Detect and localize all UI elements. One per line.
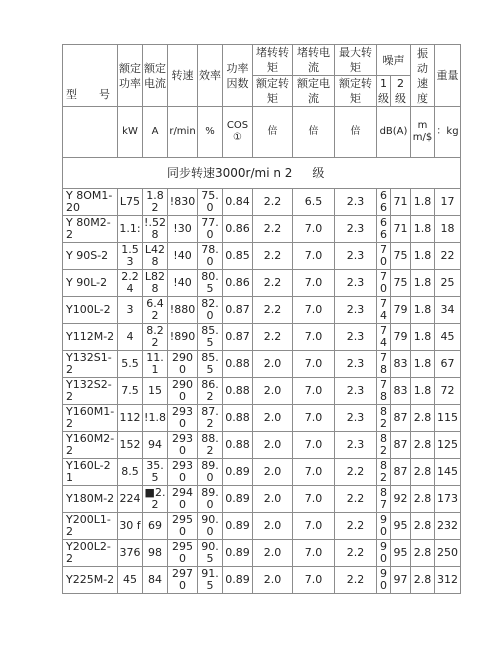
cell-max-torque: 2.2 <box>335 486 377 513</box>
cell-power-factor: 0.85 <box>223 243 253 270</box>
cell-current: 11.1 <box>143 351 168 378</box>
cell-speed: 2940 <box>168 486 198 513</box>
cell-weight: 312 <box>435 567 461 594</box>
cell-power: 112 <box>118 405 143 432</box>
cell-locked-current: 7.0 <box>293 513 335 540</box>
unit-efficiency: % <box>198 107 223 158</box>
cell-efficiency: 77.0 <box>198 216 223 243</box>
cell-locked-torque: 2.0 <box>253 459 293 486</box>
cell-noise-grade-2: 95 <box>391 540 411 567</box>
cell-locked-current: 7.0 <box>293 567 335 594</box>
cell-noise-grade-1: 78 <box>377 378 391 405</box>
cell-weight: 17 <box>435 189 461 216</box>
cell-model: Y132S2-2 <box>63 378 118 405</box>
cell-weight: 173 <box>435 486 461 513</box>
cell-power-factor: 0.87 <box>223 297 253 324</box>
cell-max-torque: 2.3 <box>335 189 377 216</box>
header-noise-grade-1: 1级 <box>378 77 389 105</box>
header-model: 型 号 <box>63 45 118 107</box>
cell-power: 376 <box>118 540 143 567</box>
cell-model: Y112M-2 <box>63 324 118 351</box>
cell-current: L828 <box>143 270 168 297</box>
cell-power: 30 f <box>118 513 143 540</box>
table-row <box>63 324 461 351</box>
cell-weight: 67 <box>435 351 461 378</box>
cell-current: !1.8 <box>143 405 168 432</box>
header-noise: 噪声 <box>377 45 411 76</box>
cell-power-factor: 0.89 <box>223 459 253 486</box>
cell-model: Y160L-21 <box>63 459 118 486</box>
cell-model: Y200L1-2 <box>63 513 118 540</box>
cell-speed: 2900 <box>168 351 198 378</box>
cell-efficiency: 91.5 <box>198 567 223 594</box>
cell-max-torque: 2.2 <box>335 513 377 540</box>
cell-locked-torque: 2.2 <box>253 270 293 297</box>
cell-locked-torque: 2.0 <box>253 540 293 567</box>
speed-band <box>63 158 461 189</box>
cell-noise-grade-1: 82 <box>377 459 391 486</box>
cell-speed: 2930 <box>168 432 198 459</box>
cell-locked-current: 7.0 <box>293 243 335 270</box>
cell-vibration: 1.8 <box>411 351 435 378</box>
cell-noise-grade-2: 75 <box>391 243 411 270</box>
cell-max-torque: 2.3 <box>335 351 377 378</box>
cell-power-factor: 0.84 <box>223 189 253 216</box>
cell-locked-torque: 2.2 <box>253 243 293 270</box>
cell-max-torque: 2.3 <box>335 270 377 297</box>
cell-power-factor: 0.88 <box>223 351 253 378</box>
cell-weight: 72 <box>435 378 461 405</box>
cell-weight: 22 <box>435 243 461 270</box>
table-row <box>63 243 461 270</box>
cell-weight: 232 <box>435 513 461 540</box>
cell-current: L428 <box>143 243 168 270</box>
cell-locked-current: 7.0 <box>293 378 335 405</box>
cell-power-factor: 0.89 <box>223 540 253 567</box>
cell-power: 152 <box>118 432 143 459</box>
cell-power: 45 <box>118 567 143 594</box>
cell-model: Y 8OM1-20 <box>63 189 118 216</box>
cell-weight: 115 <box>435 405 461 432</box>
cell-power-factor: 0.88 <box>223 405 253 432</box>
cell-speed: !40 <box>168 270 198 297</box>
cell-power: L75 <box>118 189 143 216</box>
header-speed: 转速 <box>168 45 198 107</box>
table-row <box>63 405 461 432</box>
cell-noise-grade-2: 71 <box>391 216 411 243</box>
header-locked-torque: 堵转转矩 <box>253 45 293 76</box>
cell-max-torque: 2.3 <box>335 378 377 405</box>
cell-vibration: 2.8 <box>411 486 435 513</box>
header-row-top <box>63 45 461 76</box>
cell-locked-current: 7.0 <box>293 270 335 297</box>
header-locked-current-ratio: 额定电流 <box>293 76 335 107</box>
cell-efficiency: 90.5 <box>198 540 223 567</box>
cell-vibration: 1.8 <box>411 216 435 243</box>
cell-noise-grade-1: 87 <box>377 486 391 513</box>
cell-noise-grade-2: 97 <box>391 567 411 594</box>
cell-model: Y160M2-2 <box>63 432 118 459</box>
unit-current-ratio: 倍 <box>293 107 335 158</box>
header-noise-grade-2: 2级 <box>391 76 411 107</box>
cell-power-factor: 0.88 <box>223 378 253 405</box>
cell-power-factor: 0.89 <box>223 567 253 594</box>
table-row <box>63 486 461 513</box>
cell-max-torque: 2.3 <box>335 297 377 324</box>
cell-noise-grade-1: 82 <box>377 432 391 459</box>
cell-locked-current: 7.0 <box>293 459 335 486</box>
cell-power: 3 <box>118 297 143 324</box>
cell-locked-torque: 2.2 <box>253 189 293 216</box>
cell-max-torque: 2.2 <box>335 540 377 567</box>
cell-locked-torque: 2.0 <box>253 378 293 405</box>
cell-current: ■2.2 <box>143 486 168 513</box>
table-row <box>63 459 461 486</box>
table-row <box>63 513 461 540</box>
cell-weight: 34 <box>435 297 461 324</box>
cell-noise-grade-2: 87 <box>391 459 411 486</box>
cell-efficiency: 82.0 <box>198 297 223 324</box>
unit-current: A <box>143 107 168 158</box>
cell-locked-current: 7.0 <box>293 297 335 324</box>
motor-spec-table <box>62 44 461 594</box>
cell-vibration: 2.8 <box>411 459 435 486</box>
cell-vibration: 2.8 <box>411 405 435 432</box>
cell-speed: !890 <box>168 324 198 351</box>
table-row <box>63 189 461 216</box>
cell-noise-grade-2: 87 <box>391 432 411 459</box>
unit-vibration: mm/$ <box>411 107 435 158</box>
cell-speed: !40 <box>168 243 198 270</box>
cell-max-torque: 2.3 <box>335 432 377 459</box>
cell-noise-grade-1: 70 <box>377 243 391 270</box>
cell-efficiency: 85.5 <box>198 324 223 351</box>
motor-spec-sheet <box>62 44 461 594</box>
cell-vibration: 2.8 <box>411 567 435 594</box>
cell-noise-grade-1: 82 <box>377 405 391 432</box>
cell-vibration: 1.8 <box>411 189 435 216</box>
cell-current: 8.22 <box>143 324 168 351</box>
cell-model: Y 80M2-2 <box>63 216 118 243</box>
header-vibration: 振动速度 <box>411 45 435 107</box>
cell-weight: 25 <box>435 270 461 297</box>
header-locked-torque-ratio: 额定转矩 <box>253 76 293 107</box>
cell-speed: 2970 <box>168 567 198 594</box>
cell-vibration: 2.8 <box>411 513 435 540</box>
cell-locked-torque: 2.0 <box>253 351 293 378</box>
header-power-factor: 功率因数 <box>223 45 253 107</box>
cell-noise-grade-2: 79 <box>391 324 411 351</box>
cell-speed: 2900 <box>168 378 198 405</box>
cell-locked-current: 7.0 <box>293 405 335 432</box>
cell-max-torque: 2.3 <box>335 405 377 432</box>
cell-power: 1.53 <box>118 243 143 270</box>
cell-locked-torque: 2.2 <box>253 324 293 351</box>
cell-speed: 2930 <box>168 405 198 432</box>
cell-max-torque: 2.3 <box>335 216 377 243</box>
cell-max-torque: 2.3 <box>335 243 377 270</box>
cell-speed: !30 <box>168 216 198 243</box>
cell-efficiency: 90.0 <box>198 513 223 540</box>
cell-power-factor: 0.89 <box>223 486 253 513</box>
cell-weight: 45 <box>435 324 461 351</box>
cell-current: !.528 <box>144 216 166 241</box>
cell-power-factor: 0.89 <box>223 513 253 540</box>
cell-vibration: 1.8 <box>411 324 435 351</box>
cell-model: Y 90S-2 <box>63 243 118 270</box>
cell-efficiency: 86.2 <box>198 378 223 405</box>
cell-efficiency: 85.5 <box>198 351 223 378</box>
cell-efficiency: 89.0 <box>198 486 223 513</box>
cell-current: 98 <box>143 540 168 567</box>
cell-weight: 125 <box>435 432 461 459</box>
cell-noise-grade-1: 74 <box>377 297 391 324</box>
speed-band-label: 同步转速3000r/mi n 2 <box>167 166 293 180</box>
unit-power-factor: COS① <box>223 107 253 158</box>
cell-efficiency: 75.0 <box>198 189 223 216</box>
cell-vibration: 1.8 <box>411 378 435 405</box>
cell-speed: !880 <box>168 297 198 324</box>
cell-noise-grade-2: 79 <box>391 297 411 324</box>
table-row <box>63 216 461 243</box>
cell-model: Y180M-2 <box>63 486 118 513</box>
unit-weight: ：kg <box>435 107 461 158</box>
cell-vibration: 2.8 <box>411 540 435 567</box>
unit-power: kW <box>118 107 143 158</box>
cell-weight: 250 <box>435 540 461 567</box>
cell-power: 8.5 <box>118 459 143 486</box>
cell-weight: 145 <box>435 459 461 486</box>
cell-locked-torque: 2.0 <box>253 432 293 459</box>
table-row <box>63 540 461 567</box>
cell-vibration: 1.8 <box>411 243 435 270</box>
cell-efficiency: 80.5 <box>198 270 223 297</box>
cell-efficiency: 88.2 <box>198 432 223 459</box>
cell-speed: 2950 <box>168 513 198 540</box>
cell-noise-grade-1: 66 <box>377 216 391 243</box>
cell-noise-grade-1: 78 <box>377 351 391 378</box>
cell-current: 69 <box>143 513 168 540</box>
header-max-torque-ratio: 额定转矩 <box>335 76 377 107</box>
cell-power: 5.5 <box>118 351 143 378</box>
cell-noise-grade-1: 90 <box>377 567 391 594</box>
cell-locked-current: 7.0 <box>293 432 335 459</box>
units-row <box>63 107 461 158</box>
table-row <box>63 432 461 459</box>
cell-efficiency: 87.2 <box>198 405 223 432</box>
cell-max-torque: 2.3 <box>335 324 377 351</box>
cell-noise-grade-2: 87 <box>391 405 411 432</box>
cell-power-factor: 0.88 <box>223 432 253 459</box>
header-rated-power: 额定功率 <box>118 45 143 107</box>
cell-noise-grade-1: 90 <box>377 513 391 540</box>
cell-max-torque: 2.2 <box>335 459 377 486</box>
header-max-torque: 最大转矩 <box>335 45 377 76</box>
cell-noise-grade-1: 70 <box>377 270 391 297</box>
speed-band-suffix: 级 <box>312 166 325 180</box>
header-locked-current: 堵转电流 <box>293 45 335 76</box>
cell-power: 2.24 <box>118 270 143 297</box>
unit-model-empty <box>63 107 118 158</box>
cell-power: 4 <box>118 324 143 351</box>
cell-locked-current: 7.0 <box>293 540 335 567</box>
cell-noise-grade-2: 83 <box>391 351 411 378</box>
header-rated-current: 额定电流 <box>143 45 168 107</box>
table-row <box>63 270 461 297</box>
cell-power: 7.5 <box>118 378 143 405</box>
cell-noise-grade-1: 90 <box>377 540 391 567</box>
cell-locked-torque: 2.2 <box>253 297 293 324</box>
cell-noise-grade-2: 83 <box>391 378 411 405</box>
cell-power-factor: 0.86 <box>223 270 253 297</box>
table-row <box>63 378 461 405</box>
cell-locked-torque: 2.0 <box>253 567 293 594</box>
cell-noise-grade-2: 92 <box>391 486 411 513</box>
table-row <box>63 351 461 378</box>
cell-current: 94 <box>143 432 168 459</box>
cell-speed: 2930 <box>168 459 198 486</box>
cell-efficiency: 78.0 <box>198 243 223 270</box>
cell-model: Y132S1-2 <box>63 351 118 378</box>
table-body <box>63 45 461 594</box>
cell-power: 224 <box>118 486 143 513</box>
cell-locked-current: 7.0 <box>293 324 335 351</box>
cell-model: Y200L2-2 <box>63 540 118 567</box>
cell-model: Y 90L-2 <box>63 270 118 297</box>
cell-vibration: 1.8 <box>411 297 435 324</box>
cell-max-torque: 2.2 <box>335 567 377 594</box>
cell-power-factor: 0.86 <box>223 216 253 243</box>
cell-current: 15 <box>143 378 168 405</box>
table-row <box>63 567 461 594</box>
cell-power: 1.1: <box>118 216 143 243</box>
cell-noise-grade-2: 75 <box>391 270 411 297</box>
cell-locked-torque: 2.0 <box>253 486 293 513</box>
cell-efficiency: 89.0 <box>198 459 223 486</box>
unit-speed: r/min <box>168 107 198 158</box>
cell-noise-grade-2: 71 <box>391 189 411 216</box>
cell-current: 84 <box>143 567 168 594</box>
cell-current: 6.42 <box>143 297 168 324</box>
cell-locked-current: 7.0 <box>293 216 335 243</box>
cell-current: 1.82 <box>143 189 168 216</box>
unit-max-ratio: 倍 <box>335 107 377 158</box>
cell-locked-current: 7.0 <box>293 351 335 378</box>
cell-locked-torque: 2.0 <box>253 513 293 540</box>
cell-speed: !830 <box>168 189 198 216</box>
unit-noise: dB(A) <box>377 107 411 158</box>
cell-speed: 2950 <box>168 540 198 567</box>
cell-noise-grade-1: 66 <box>377 189 391 216</box>
header-weight: 重量 <box>435 45 461 107</box>
cell-vibration: 1.8 <box>411 270 435 297</box>
speed-band-row <box>63 158 461 189</box>
cell-locked-current: 6.5 <box>293 189 335 216</box>
cell-vibration: 2.8 <box>411 432 435 459</box>
cell-power-factor: 0.87 <box>223 324 253 351</box>
cell-locked-torque: 2.0 <box>253 405 293 432</box>
cell-locked-torque: 2.2 <box>253 216 293 243</box>
cell-noise-grade-1: 74 <box>377 324 391 351</box>
cell-current: 35.5 <box>143 459 168 486</box>
cell-noise-grade-2: 95 <box>391 513 411 540</box>
cell-model: Y100L-2 <box>63 297 118 324</box>
unit-torque-ratio: 倍 <box>253 107 293 158</box>
cell-model: Y160M1-2 <box>63 405 118 432</box>
table-row <box>63 297 461 324</box>
cell-locked-current: 7.0 <box>293 486 335 513</box>
cell-model: Y225M-2 <box>63 567 118 594</box>
cell-weight: 18 <box>435 216 461 243</box>
header-efficiency: 效率 <box>198 45 223 107</box>
